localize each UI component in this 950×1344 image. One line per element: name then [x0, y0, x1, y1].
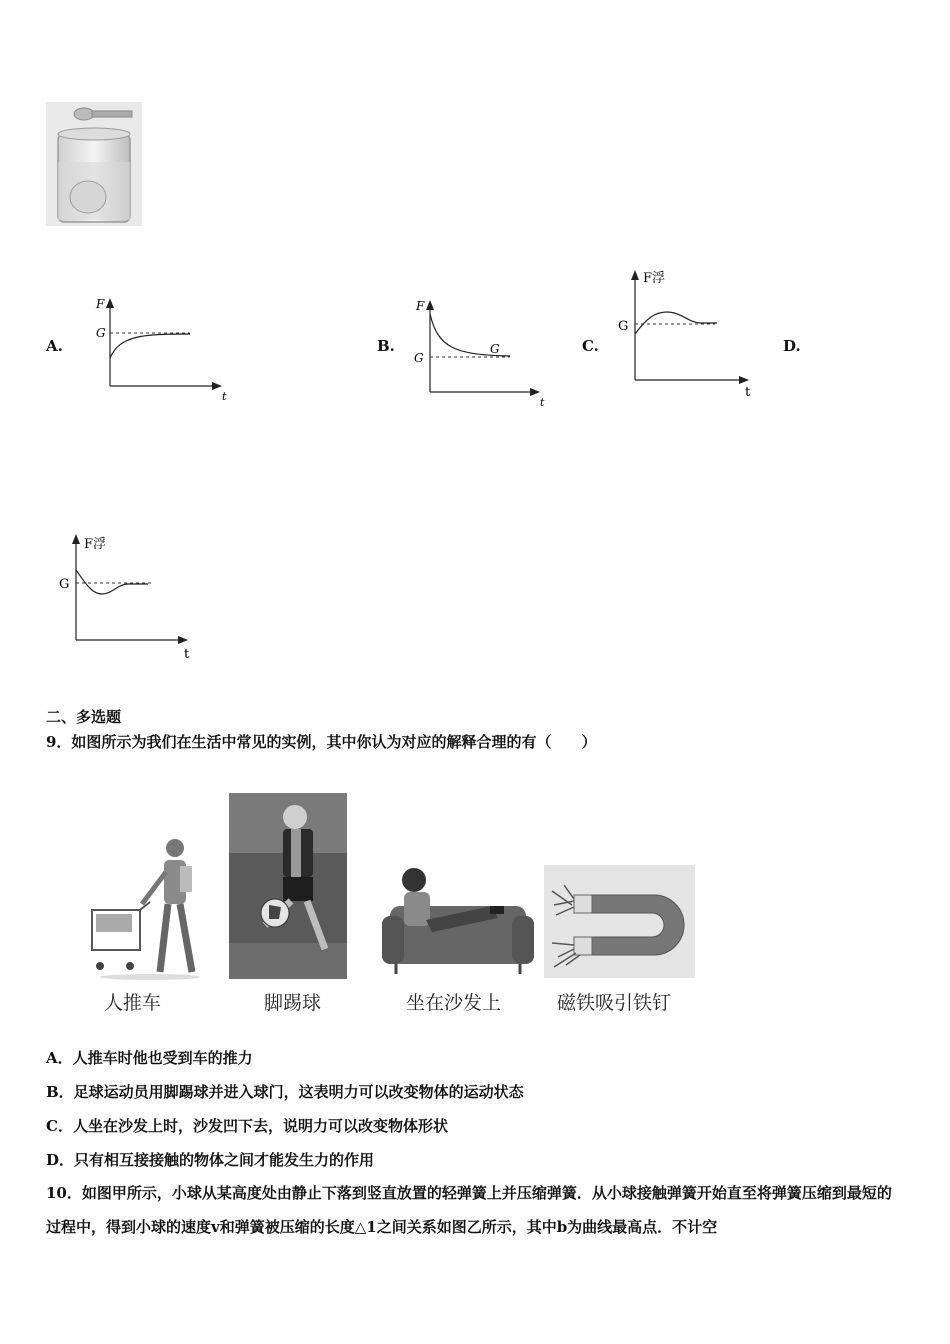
q9-option-b: B．足球运动员用脚踢球并进入球门，这表明力可以改变物体的运动状态 [46, 1083, 524, 1101]
q9-option-c: C．人坐在沙发上时，沙发凹下去，说明力可以改变物体形状 [46, 1117, 448, 1135]
graph-a-y-label: F [96, 297, 105, 311]
sitting-on-sofa-image [382, 862, 534, 978]
caption-magnet: 磁铁吸引铁钉 [557, 992, 672, 1014]
graph-c-y-label: F浮 [643, 271, 666, 286]
graph-c-x-label: t [745, 385, 751, 398]
graph-a-x-label: t [222, 390, 227, 403]
graph-d [56, 532, 206, 662]
graph-d-y-label: F浮 [84, 537, 107, 552]
option-b-label: B. [377, 337, 395, 355]
graph-d-x-label: t [184, 647, 190, 662]
kicking-ball-image [229, 793, 347, 979]
q9-stem: 9．如图所示为我们在生活中常见的实例，其中你认为对应的解释合理的有（ ） [46, 733, 597, 751]
graph-c [615, 268, 765, 398]
caption-sit-sofa: 坐在沙发上 [406, 992, 502, 1014]
magnet-nails-image [544, 865, 695, 978]
caption-push-cart: 人推车 [104, 992, 162, 1014]
graph-b [410, 298, 560, 410]
section-title: 二、多选题 [46, 708, 122, 726]
graph-c-g-label: G [618, 319, 629, 334]
q9-option-a: A．人推车时他也受到车的推力 [46, 1049, 253, 1067]
graph-b-g-label-right: G [490, 342, 500, 356]
person-pushing-cart-image [80, 832, 202, 982]
q9-option-d: D．只有相互接接触的物体之间才能发生力的作用 [46, 1151, 375, 1169]
graph-b-g-label: G [414, 351, 424, 365]
option-a-label: A. [46, 337, 63, 355]
q10-stem: 10．如图甲所示，小球从某高度处由静止下落到竖直放置的轻弹簧上并压缩弹簧．从小球接触弹簧开始直至将弹簧压缩到最短的过程中，得到小球的速度v和弹簧被压缩的长度△1之间关系如图乙所示，其中b为曲线最高点．不计空 [46, 1184, 892, 1236]
graph-a [90, 296, 240, 406]
graph-b-x-label: t [540, 396, 545, 409]
graph-a-g-label: G [96, 326, 106, 340]
caption-kick-ball: 脚踢球 [264, 992, 322, 1014]
option-d-label: D. [783, 337, 801, 355]
egg-beaker-illustration [46, 102, 142, 226]
graph-d-g-label: G [59, 577, 70, 592]
option-c-label: C. [582, 337, 599, 355]
graph-b-y-label: F [416, 299, 425, 313]
